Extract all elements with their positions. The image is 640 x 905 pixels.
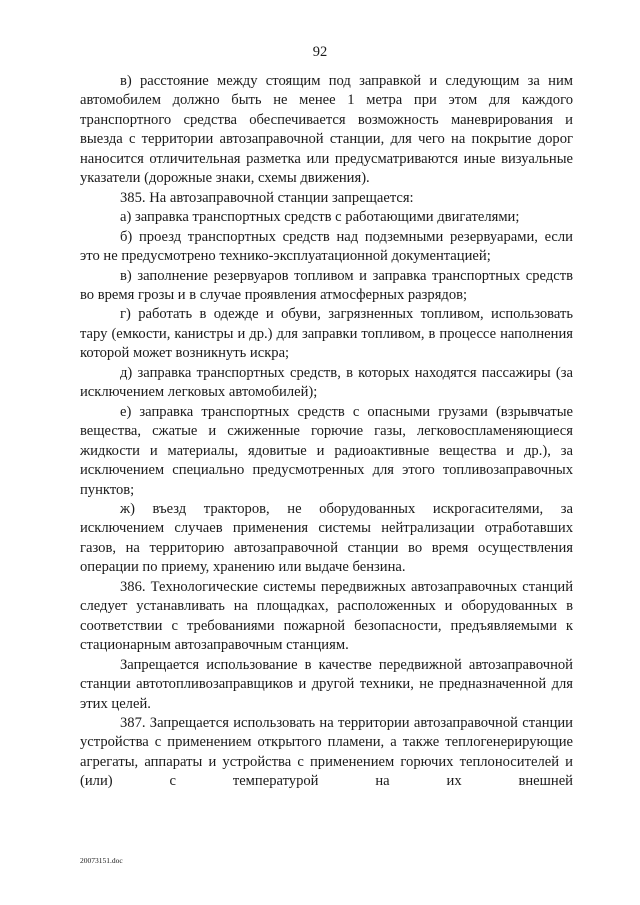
- paragraph-387: 387. Запрещается использовать на территории автозаправочной станции устройства с применением открытого пламени, а также теплогенерирующие агрегаты, аппараты и устройства с применением горючих теплоносителей и (или) с температурой на их внешней: [80, 714, 573, 790]
- page-number: 92: [312, 44, 328, 60]
- document-body: [80, 72, 573, 792]
- paragraph-386-prohibition: Запрещается использование в качестве передвижной автозаправочной станции автотопливозаправщиков и другой техники, не предназначенной для этих целей.: [80, 656, 573, 712]
- paragraph-item-b: б) проезд транспортных средств над подземными резервуарами, если это не предусмотрено технико-эксплуатационной документацией;: [80, 228, 573, 265]
- paragraph-item-a: а) заправка транспортных средств с работающими двигателями;: [120, 209, 520, 226]
- paragraph-item-d: д) заправка транспортных средств, в которых находятся пассажиры (за исключением легковых автомобилей);: [80, 364, 573, 401]
- paragraph-item-v-distance: в) расстояние между стоящим под заправкой и следующим за ним автомобилем должно быть не менее 1 метра при этом для каждого транспортного средства обеспечивается возможность маневрирования и выезда с территории автозаправочной станции, для чего на покрытие дорог наносится отличительная разметка или предусматриваются иные визуальные указатели (дорожные знаки, схемы движения).: [80, 73, 573, 187]
- paragraph-385-heading: 385. На автозаправочной станции запрещается:: [120, 189, 414, 206]
- paragraph-item-v: в) заполнение резервуаров топливом и заправка транспортных средств во время грозы и в случае проявления атмосферных разрядов;: [80, 267, 573, 303]
- footer-file-name: 20073151.doc: [80, 856, 123, 865]
- paragraph-item-g: г) работать в одежде и обуви, загрязненных топливом, использовать тару (емкости, канистры и др.) для заправки топливом, в процессе наполнения которой может возникнуть искра;: [80, 306, 573, 362]
- paragraph-item-e: е) заправка транспортных средств с опасными грузами (взрывчатые вещества, сжатые и сжиженные горючие газы, легковоспламеняющиеся жидкости и материалы, ядовитые и радиоактивные вещества и др.), за исключением специально предусмотренных для этого топливозаправочных пунктов;: [80, 403, 573, 498]
- paragraph-386: 386. Технологические системы передвижных автозаправочных станций следует устанавливать на площадках, расположенных и оборудованных в соответствии с требованиями пожарной безопасности, предъявляемыми к стационарным автозаправочным станциям.: [80, 578, 573, 654]
- paragraph-item-zh: ж) въезд тракторов, не оборудованных искрогасителями, за исключением случаев применения системы нейтрализации отработавших газов, на территорию автозаправочной станции во время осуществления операции по приему, хранению или выдаче бензина.: [80, 500, 573, 576]
